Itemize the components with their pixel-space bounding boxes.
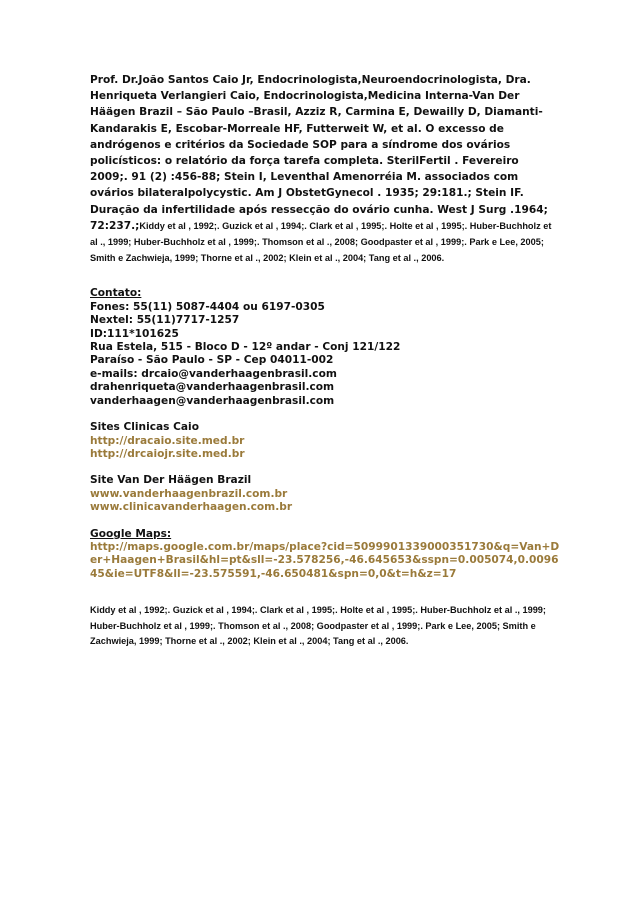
sites-caio-section [90, 421, 560, 461]
site-dracaio-link[interactable]: http://dracaio.site.med.br [90, 434, 245, 447]
contact-email-1[interactable]: e-mails: drcaio@vanderhaagenbrasil.com [90, 367, 337, 380]
contact-heading: Contato: [90, 287, 142, 300]
site-vanderhaagenbrazil-link[interactable]: www.vanderhaagenbrazil.com.br [90, 487, 288, 500]
maps-section [90, 528, 560, 582]
contact-id: ID:111*101625 [90, 327, 179, 340]
maps-heading: Google Maps: [90, 527, 172, 540]
contact-section [90, 287, 560, 408]
sites-vdh-section [90, 474, 560, 514]
contact-nextel: Nextel: 55(11)7717-1257 [90, 314, 240, 327]
contact-address-city: Paraíso - São Paulo - SP - Cep 04011-002 [90, 354, 334, 367]
references-main: Prof. Dr.João Santos Caio Jr, Endocrinologista,Neuroendocrinologista, Dra. Henriqueta Verlangieri Caio, Endocrinologista,Medicina Interna-Van Der Häägen Brazil – São Paulo –Brasil, Azziz R, Carmina E, Dewailly D, Diamanti-Kandarakis E, Escobar-Morreale HF, Futterweit W, et al. O excesso de andrógenos e critérios da Sociedade SOP para a síndrome dos ovários policísticos: o relatório da força tarefa completa. SterilFertil . Fevereiro 2009;. 91 (2) :456-88; Stein I, Leventhal Amenorréia M. associados com ovários bilateralpolycystic. Am J ObstetGynecol . 1935; 29:181.; Stein IF. Duração da infertilidade após ressecção do ovário cunha. West J Surg .1964; 72:237.; [90, 74, 548, 232]
google-maps-link[interactable]: http://maps.google.com.br/maps/place?cid=5099901339000351730&q=Van+Der+Haagen+Brasil&hl=pt&sll=-23.578256,-46.645653&sspn=0.005074,0.009645&ie=UTF8&ll=-23.575591,-46.650481&spn=0,0&t=h&z=17 [90, 540, 560, 580]
contact-email-3[interactable]: vanderhaagen@vanderhaagenbrasil.com [90, 394, 335, 407]
site-clinicavanderhaagen-link[interactable]: www.clinicavanderhaagen.com.br [90, 501, 293, 514]
footer-references: Kiddy et al , 1992;. Guzick et al , 1994;. Clark et al , 1995;. Holte et al , 1995;. Huber-Buchholz et al ., 1999; Huber-Buchholz et al , 1999;. Thomson et al ., 2008; Goodpaster et al , 1999;. Park e Lee, 2005; Smith e Zachwieja, 1999; Thorne et al ., 2002; Klein et al ., 2004; Tang et al ., 2006. [90, 605, 546, 647]
contact-address-street: Rua Estela, 515 - Bloco D - 12º andar - Conj 121/122 [90, 341, 401, 354]
references-paragraph [90, 72, 560, 266]
site-drcaiojr-link[interactable]: http://drcaiojr.site.med.br [90, 447, 245, 460]
sites-vdh-heading: Site Van Der Häägen Brazil [90, 474, 252, 487]
document-body [90, 72, 560, 581]
references-tail: Kiddy et al , 1992;. Guzick et al , 1994;. Clark et al , 1995;. Holte et al , 1995;. Huber-Buchholz et al ., 1999; Huber-Buchholz et al , 1999;. Thomson et al ., 2008; Goodpaster et al , 1999;. Park e Lee, 2005; Smith e Zachwieja, 1999; Thorne et al ., 2002; Klein et al ., 2004; Tang et al ., 2006. [90, 220, 552, 264]
contact-phones: Fones: 55(11) 5087-4404 ou 6197-0305 [90, 300, 325, 313]
contact-email-2[interactable]: drahenriqueta@vanderhaagenbrasil.com [90, 381, 335, 394]
sites-caio-heading: Sites Clinicas Caio [90, 421, 199, 434]
